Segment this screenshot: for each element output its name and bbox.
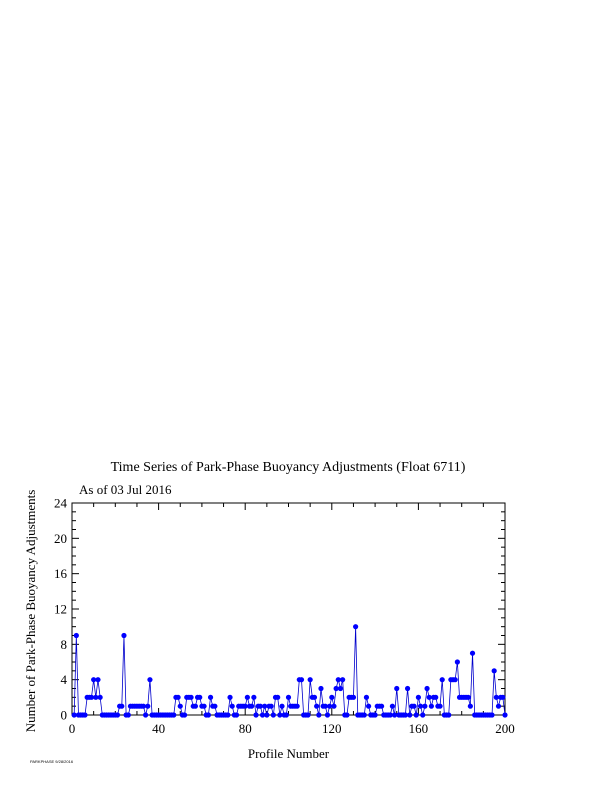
- data-point: [502, 712, 507, 717]
- data-point: [249, 704, 254, 709]
- data-point: [264, 712, 269, 717]
- data-point: [145, 704, 150, 709]
- data-point: [344, 712, 349, 717]
- data-point: [340, 677, 345, 682]
- data-point: [212, 704, 217, 709]
- data-point: [115, 712, 120, 717]
- data-point: [453, 677, 458, 682]
- data-point: [394, 686, 399, 691]
- y-tick-label: 16: [54, 566, 67, 582]
- data-point: [271, 712, 276, 717]
- y-tick-label: 8: [60, 636, 67, 652]
- data-point: [390, 704, 395, 709]
- x-tick-label: 80: [238, 721, 252, 736]
- data-point: [318, 686, 323, 691]
- x-tick-label: 200: [495, 721, 515, 736]
- y-tick-label: 20: [54, 530, 67, 546]
- axis-ticks: [54, 496, 515, 737]
- y-tick-label: 12: [54, 601, 67, 617]
- data-point: [201, 704, 206, 709]
- y-tick-label: 4: [60, 672, 67, 688]
- y-tick-label: 0: [60, 707, 67, 723]
- x-tick-label: 160: [408, 721, 429, 736]
- series-line: [74, 627, 505, 715]
- data-point: [253, 712, 258, 717]
- data-point: [446, 712, 451, 717]
- data-point: [227, 695, 232, 700]
- data-point: [373, 712, 378, 717]
- data-point: [245, 695, 250, 700]
- data-point: [338, 686, 343, 691]
- data-point: [82, 712, 87, 717]
- data-point: [470, 651, 475, 656]
- data-point: [416, 695, 421, 700]
- data-point: [437, 704, 442, 709]
- data-point: [284, 712, 289, 717]
- chart-subtitle: As of 03 Jul 2016: [79, 482, 172, 497]
- data-point: [225, 712, 230, 717]
- data-point: [171, 712, 176, 717]
- data-point: [312, 695, 317, 700]
- plot-frame: [72, 503, 505, 715]
- data-point: [440, 677, 445, 682]
- data-point: [206, 712, 211, 717]
- data-point: [422, 704, 427, 709]
- data-point: [492, 668, 497, 673]
- data-point: [489, 712, 494, 717]
- y-axis-label: Number of Park-Phase Buoyancy Adjustments: [23, 489, 38, 733]
- chart-title: Time Series of Park-Phase Buoyancy Adjustments (Float 6711): [110, 460, 466, 475]
- data-point: [366, 704, 371, 709]
- data-point: [500, 695, 505, 700]
- data-point: [286, 695, 291, 700]
- x-tick-label: 40: [152, 721, 166, 736]
- data-point: [279, 704, 284, 709]
- data-point: [496, 704, 501, 709]
- data-point: [466, 695, 471, 700]
- data-point: [143, 712, 148, 717]
- data-point: [455, 659, 460, 664]
- data-point: [420, 712, 425, 717]
- data-point: [193, 704, 198, 709]
- data-point: [362, 712, 367, 717]
- data-point: [98, 695, 103, 700]
- data-point: [178, 704, 183, 709]
- data-point: [74, 633, 79, 638]
- data-point: [197, 695, 202, 700]
- data-point: [429, 704, 434, 709]
- data-point: [407, 712, 412, 717]
- footer-stamp: PARKPHASE 9/28/2016: [30, 759, 74, 764]
- data-point: [175, 695, 180, 700]
- data-point: [424, 686, 429, 691]
- data-point: [234, 712, 239, 717]
- data-point: [275, 695, 280, 700]
- data-point: [251, 695, 256, 700]
- data-point: [314, 704, 319, 709]
- data-point: [121, 633, 126, 638]
- data-point: [308, 677, 313, 682]
- data-point: [188, 695, 193, 700]
- data-point: [95, 677, 100, 682]
- data-point: [305, 712, 310, 717]
- data-point: [119, 704, 124, 709]
- y-tick-label: 24: [54, 495, 67, 511]
- data-point: [414, 712, 419, 717]
- x-axis-label: Profile Number: [247, 746, 330, 761]
- data-point: [364, 695, 369, 700]
- data-point: [182, 712, 187, 717]
- data-point: [433, 695, 438, 700]
- data-point: [230, 704, 235, 709]
- data-point: [379, 704, 384, 709]
- data-point: [299, 677, 304, 682]
- data-point: [208, 695, 213, 700]
- series-group: [72, 624, 508, 718]
- data-point: [468, 704, 473, 709]
- data-point: [325, 712, 330, 717]
- x-tick-label: 120: [322, 721, 342, 736]
- data-point: [351, 695, 356, 700]
- x-tick-label: 0: [68, 721, 76, 736]
- data-point: [331, 704, 336, 709]
- data-point: [316, 712, 321, 717]
- data-point: [295, 704, 300, 709]
- data-point: [353, 624, 358, 629]
- data-point: [329, 695, 334, 700]
- data-point: [405, 686, 410, 691]
- data-point: [147, 677, 152, 682]
- data-point: [269, 704, 274, 709]
- data-point: [411, 704, 416, 709]
- data-point: [126, 712, 131, 717]
